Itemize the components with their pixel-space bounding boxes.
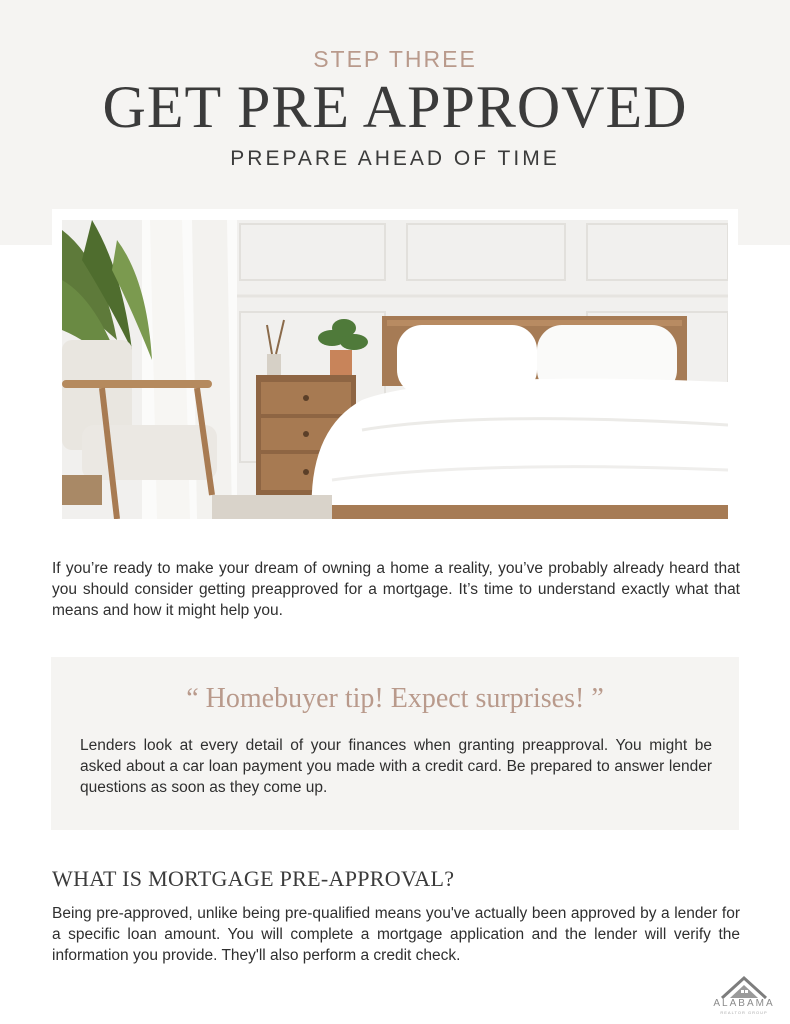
- page-subtitle: PREPARE AHEAD OF TIME: [230, 147, 560, 170]
- bedroom-photo: [62, 220, 728, 519]
- company-logo: [708, 972, 780, 1016]
- tip-body: Lenders look at every detail of your finances when granting preapproval. You might be asked about a car loan payment you made with a credit card. Be prepared to answer lender questions as soon as they come up.: [80, 737, 712, 796]
- section-heading: WHAT IS MORTGAGE PRE-APPROVAL?: [52, 866, 455, 891]
- intro-paragraph: If you’re ready to make your dream of owning a home a reality, you’ve probably already heard that you should consider getting preapproved for a mortgage. It’s time to understand exactly what that means and how it might help you.: [52, 560, 740, 619]
- step-label: STEP THREE: [313, 46, 477, 72]
- tip-heading: “ Homebuyer tip! Expect surprises! ”: [186, 683, 604, 714]
- tip-callout: [51, 657, 739, 830]
- logo-tagline: REALTOR GROUP: [720, 1010, 768, 1015]
- house-icon: [708, 972, 780, 1000]
- section-body: Being pre-approved, unlike being pre-qualified means you've actually been approved by a lender for a specific loan amount. You will complete a mortgage application and the lender will verify the information you provide. They'll also perform a credit check.: [52, 905, 740, 964]
- logo-name: ALABAMA: [713, 998, 775, 1009]
- page-title: GET PRE APPROVED: [102, 74, 688, 140]
